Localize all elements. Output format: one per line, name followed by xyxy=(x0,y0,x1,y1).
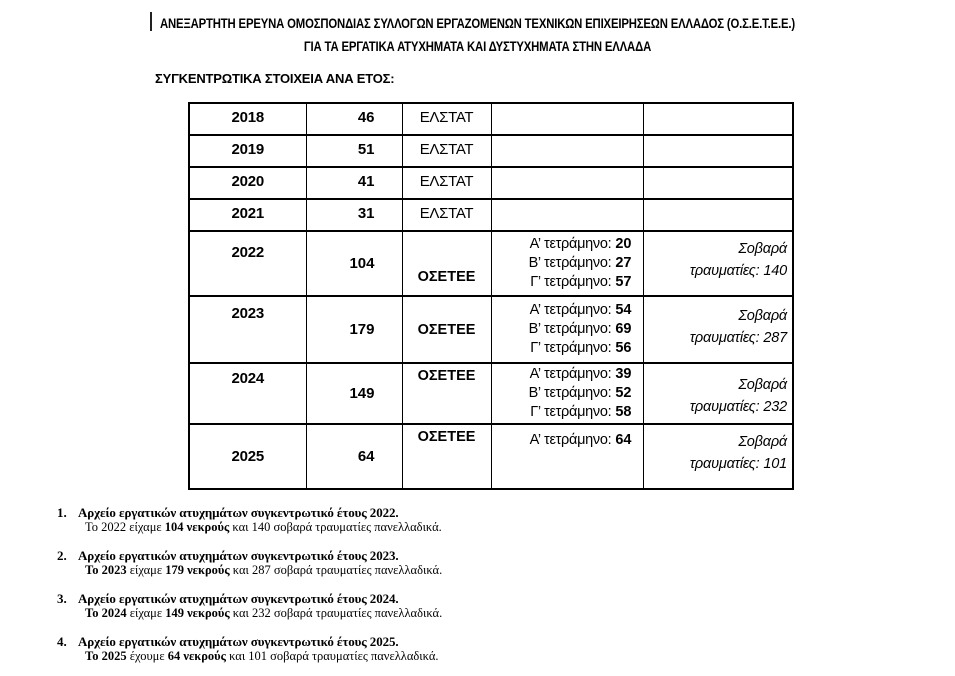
year-cell: 2025 xyxy=(189,424,306,489)
injuries-value: 232 xyxy=(763,399,787,415)
injuries-line1: Σοβαρά xyxy=(738,434,787,450)
quarter-line xyxy=(492,403,632,422)
deaths-cell: 179 xyxy=(306,296,402,363)
injuries-label: τραυματίες: xyxy=(689,330,760,346)
injuries-line2 xyxy=(644,396,788,418)
quarter-value: 69 xyxy=(615,321,632,337)
list-item-title: Αρχείο εργατικών ατυχημάτων συγκεντρωτικό έτους 2024. xyxy=(78,591,399,606)
quarters-cell xyxy=(491,199,643,231)
data-table xyxy=(188,102,794,490)
source-cell: ΕΛΣΤΑΤ xyxy=(402,135,491,167)
quarter-label: Α’ τετράμηνο: xyxy=(529,302,612,318)
table-row xyxy=(189,296,793,363)
year-cell: 2024 xyxy=(189,363,306,424)
deaths-cell: 64 xyxy=(306,424,402,489)
list-item-number: 1. xyxy=(57,505,67,520)
source-cell: ΕΛΣΤΑΤ xyxy=(402,103,491,135)
list-item-body: Το 2022 είχαμε 104 νεκρούς και 140 σοβαρά τραυματίες πανελλαδικά. xyxy=(85,520,442,534)
quarters-cell xyxy=(491,135,643,167)
quarter-label: Γ’ τετράμηνο: xyxy=(530,340,612,356)
quarter-line xyxy=(492,254,632,273)
injuries-cell xyxy=(643,103,793,135)
quarter-value: 58 xyxy=(615,404,632,420)
year-cell: 2022 xyxy=(189,231,306,296)
deaths-cell: 149 xyxy=(306,363,402,424)
list-item xyxy=(57,505,697,535)
quarter-line xyxy=(492,301,632,320)
injuries-line1: Σοβαρά xyxy=(738,241,787,257)
quarter-line xyxy=(492,235,632,254)
table-row xyxy=(189,363,793,424)
year-cell: 2023 xyxy=(189,296,306,363)
injuries-line2 xyxy=(644,453,788,475)
year-cell: 2018 xyxy=(189,103,306,135)
page-title: ΑΝΕΞΑΡΤΗΤΗ ΕΡΕΥΝΑ ΟΜΟΣΠΟΝΔΙΑΣ ΣΥΛΛΟΓΩΝ ΕΡΓΑΖΟΜΕΝΩΝ ΤΕΧΝΙΚΩΝ ΕΠΙΧΕΙΡΗΣΕΩΝ ΕΛΛΑΔΟΣ (Ο.Σ.Ε.Τ.Ε.Ε.) xyxy=(160,16,795,31)
year-cell: 2021 xyxy=(189,199,306,231)
quarter-line xyxy=(492,273,632,292)
header xyxy=(0,12,955,58)
list-item-text xyxy=(78,548,442,578)
source-cell: ΟΣΕΤΕΕ xyxy=(402,296,491,363)
year-cell: 2020 xyxy=(189,167,306,199)
quarters-cell xyxy=(491,296,643,363)
injuries-cell xyxy=(643,296,793,363)
quarter-value: 64 xyxy=(615,432,632,448)
table-row xyxy=(189,135,793,167)
list-item-text xyxy=(78,634,439,664)
quarter-value: 57 xyxy=(615,274,632,290)
deaths-cell: 51 xyxy=(306,135,402,167)
list-item-body: Το 2024 είχαμε 149 νεκρούς και 232 σοβαρά τραυματίες πανελλαδικά. xyxy=(85,606,443,620)
quarter-value: 54 xyxy=(615,302,632,318)
quarter-value: 20 xyxy=(615,236,632,252)
injuries-value: 101 xyxy=(763,456,787,472)
source-cell: ΟΣΕΤΕΕ xyxy=(402,231,491,296)
quarter-label: Α’ τετράμηνο: xyxy=(529,366,612,382)
quarter-label: Α’ τετράμηνο: xyxy=(529,432,612,448)
quarter-value: 39 xyxy=(615,366,632,382)
quarter-line xyxy=(492,339,632,358)
list-item xyxy=(57,548,697,578)
quarter-value: 27 xyxy=(615,255,632,271)
injuries-line1: Σοβαρά xyxy=(738,377,787,393)
notes-list xyxy=(57,505,697,676)
deaths-cell: 31 xyxy=(306,199,402,231)
table-row xyxy=(189,231,793,296)
list-item-body: Το 2023 είχαμε 179 νεκρούς και 287 σοβαρά τραυματίες πανελλαδικά. xyxy=(85,563,443,577)
quarter-line xyxy=(492,384,632,403)
source-cell: ΕΛΣΤΑΤ xyxy=(402,167,491,199)
quarter-label: Α’ τετράμηνο: xyxy=(529,236,612,252)
list-item-title: Αρχείο εργατικών ατυχημάτων συγκεντρωτικό έτους 2022. xyxy=(78,505,399,520)
quarter-line xyxy=(492,365,632,384)
section-heading: ΣΥΓΚΕΝΤΡΩΤΙΚΑ ΣΤΟΙΧΕΙΑ ΑΝΑ ΕΤΟΣ: xyxy=(155,71,395,86)
quarter-label: Γ’ τετράμηνο: xyxy=(530,404,612,420)
source-cell: ΟΣΕΤΕΕ xyxy=(402,424,491,489)
quarters-cell xyxy=(491,167,643,199)
quarter-line xyxy=(492,431,632,450)
quarter-label: Β’ τετράμηνο: xyxy=(528,255,612,271)
injuries-cell xyxy=(643,167,793,199)
injuries-cell xyxy=(643,199,793,231)
quarter-value: 56 xyxy=(615,340,632,356)
quarter-label: Β’ τετράμηνο: xyxy=(528,385,612,401)
quarter-label: Γ’ τετράμηνο: xyxy=(530,274,612,290)
injuries-line2 xyxy=(644,260,788,282)
list-item-number: 4. xyxy=(57,634,67,649)
list-item xyxy=(57,591,697,621)
year-cell: 2019 xyxy=(189,135,306,167)
table-row xyxy=(189,167,793,199)
quarters-cell xyxy=(491,103,643,135)
list-item-text xyxy=(78,591,442,621)
quarter-label: Β’ τετράμηνο: xyxy=(528,321,612,337)
source-cell: ΟΣΕΤΕΕ xyxy=(402,363,491,424)
quarters-cell xyxy=(491,424,643,489)
injuries-cell xyxy=(643,424,793,489)
table-row xyxy=(189,199,793,231)
injuries-cell xyxy=(643,363,793,424)
deaths-cell: 41 xyxy=(306,167,402,199)
injuries-label: τραυματίες: xyxy=(689,456,760,472)
list-item-body: Το 2025 έχουμε 64 νεκρούς και 101 σοβαρά τραυματίες πανελλαδικά. xyxy=(85,649,439,663)
injuries-label: τραυματίες: xyxy=(689,263,760,279)
quarter-line xyxy=(492,320,632,339)
injuries-line1: Σοβαρά xyxy=(738,308,787,324)
quarters-cell xyxy=(491,363,643,424)
injuries-value: 287 xyxy=(763,330,787,346)
list-item-number: 3. xyxy=(57,591,67,606)
injuries-label: τραυματίες: xyxy=(689,399,760,415)
list-item-title: Αρχείο εργατικών ατυχημάτων συγκεντρωτικό έτους 2023. xyxy=(78,548,399,563)
page-subtitle: ΓΙΑ ΤΑ ΕΡΓΑΤΙΚΑ ΑΤΥΧΗΜΑΤΑ ΚΑΙ ΔΥΣΤΥΧΗΜΑΤΑ ΣΤΗΝ ΕΛΛΑΔΑ xyxy=(303,39,652,54)
injuries-cell xyxy=(643,135,793,167)
quarter-value: 52 xyxy=(615,385,632,401)
injuries-cell xyxy=(643,231,793,296)
list-item-text xyxy=(78,505,442,535)
list-item-title: Αρχείο εργατικών ατυχημάτων συγκεντρωτικό έτους 2025. xyxy=(78,634,399,649)
table-row xyxy=(189,424,793,489)
deaths-cell: 46 xyxy=(306,103,402,135)
injuries-value: 140 xyxy=(763,263,787,279)
injuries-line2 xyxy=(644,327,788,349)
source-cell: ΕΛΣΤΑΤ xyxy=(402,199,491,231)
quarters-cell xyxy=(491,231,643,296)
deaths-cell: 104 xyxy=(306,231,402,296)
list-item-number: 2. xyxy=(57,548,67,563)
table-row xyxy=(189,103,793,135)
list-item xyxy=(57,634,697,664)
